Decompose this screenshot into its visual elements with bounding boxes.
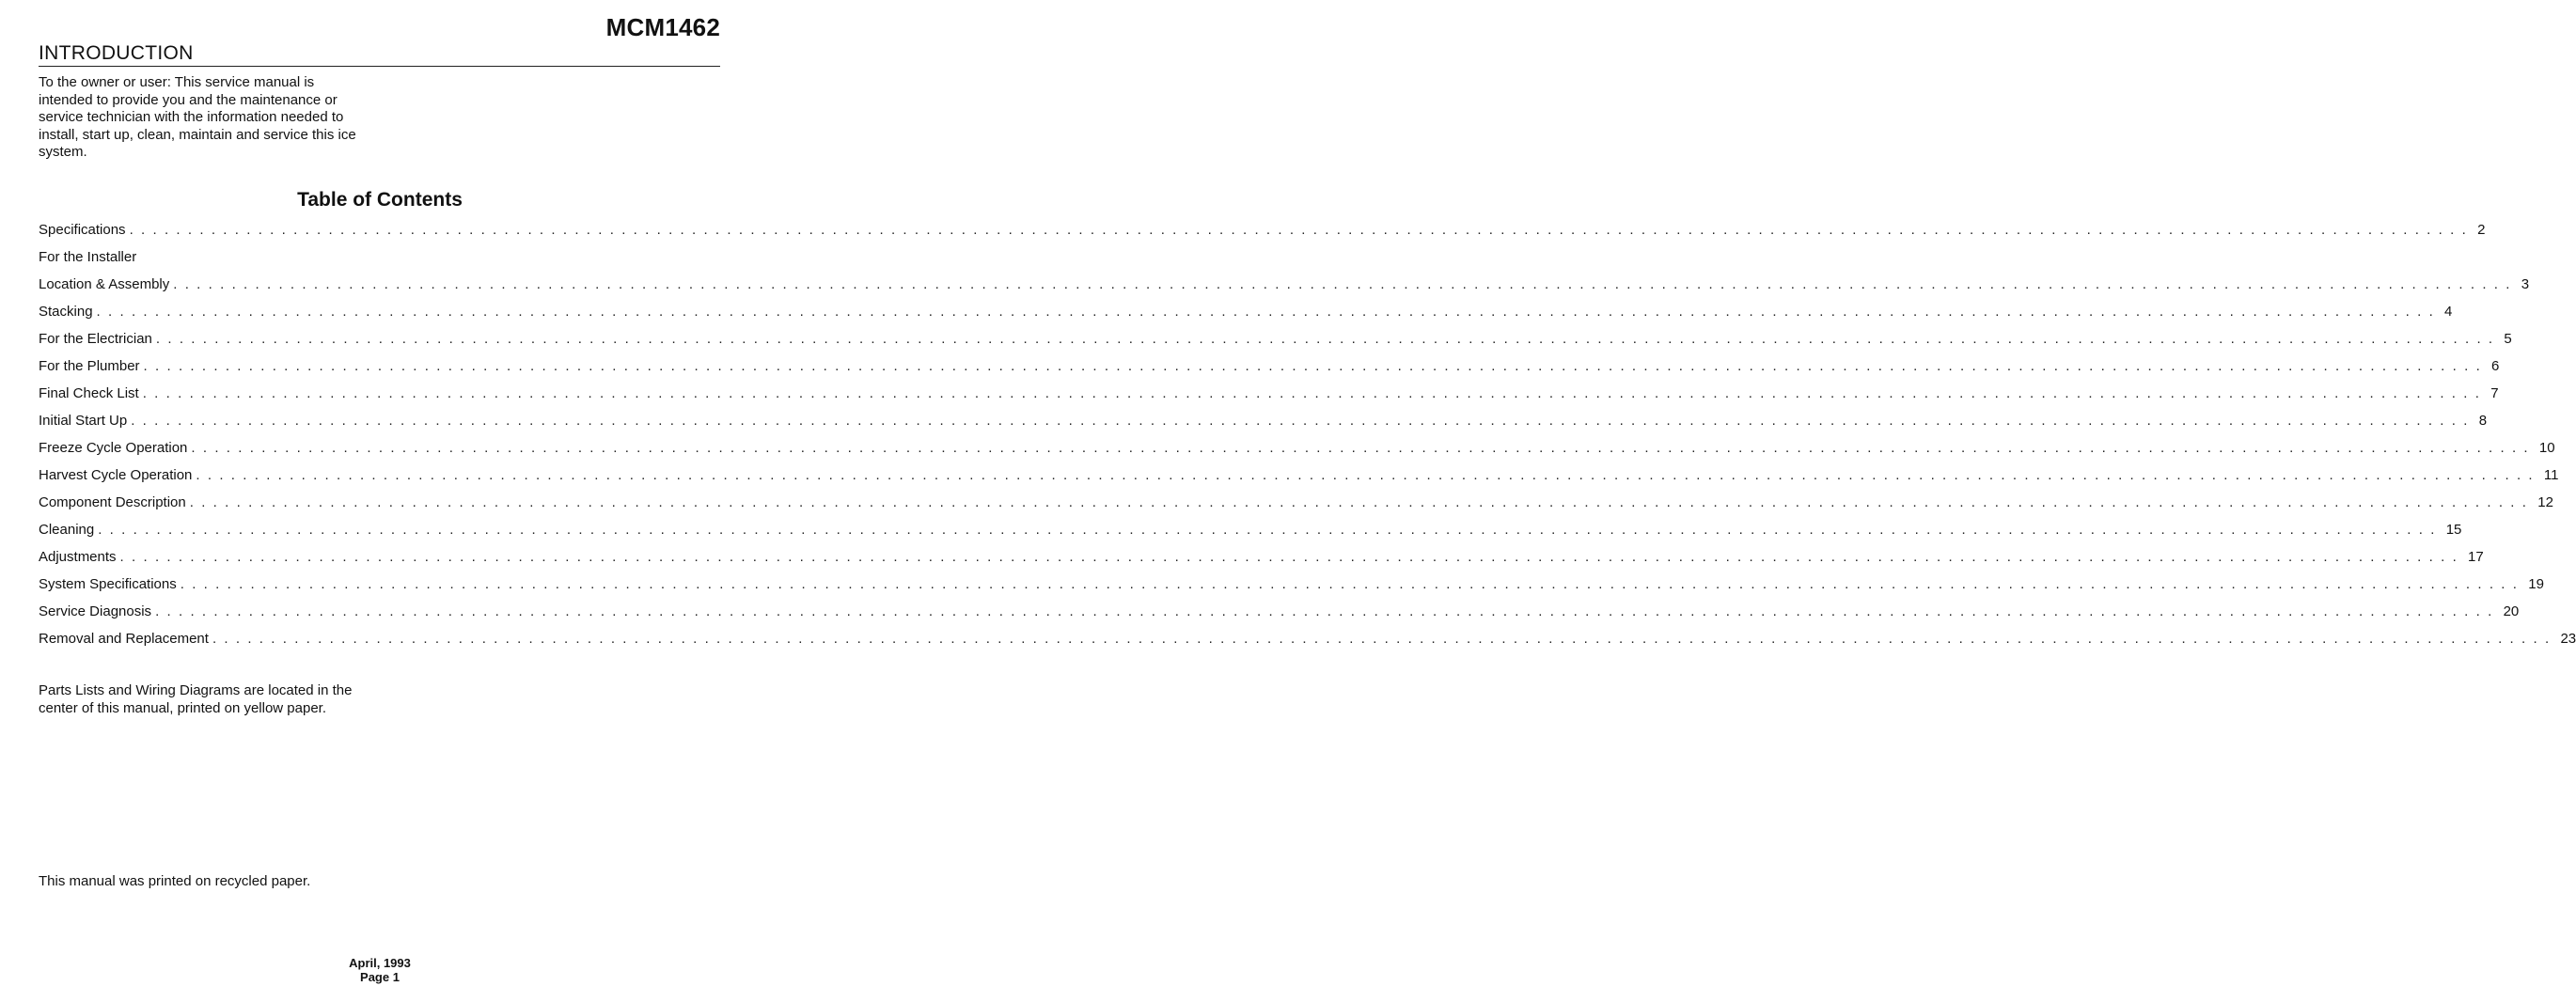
toc-entry[interactable]: [39, 271, 2530, 298]
toc-entry[interactable]: [39, 407, 2488, 434]
toc-entry-label: Removal and Replacement: [39, 631, 209, 647]
toc-entry-page: 7: [2490, 385, 2499, 401]
toc-entry-label: Cleaning: [39, 522, 95, 538]
toc-entry-page: 8: [2478, 413, 2488, 429]
toc-dot-leader: ........................................................................................................................................................................................................: [173, 276, 2518, 292]
toc-entry-page: 17: [2468, 549, 2484, 565]
toc-entry-page: 12: [2537, 494, 2553, 510]
toc-entry-page: 11: [2543, 467, 2559, 483]
toc-dot-leader: ........................................................................................................................................................................................................: [131, 413, 2475, 429]
table-of-contents: [39, 216, 2576, 652]
toc-dot-leader: ........................................................................................................................................................................................................: [142, 385, 2488, 401]
toc-dot-leader: ........................................................................................................................................................................................................: [180, 576, 2525, 592]
parts-note: Parts Lists and Wiring Diagrams are located in the center of this manual, printed on yellow paper.: [39, 682, 353, 716]
toc-entry-label: Service Diagnosis: [39, 603, 152, 619]
toc-entry-label: Location & Assembly: [39, 276, 170, 292]
toc-entry-page: 5: [2504, 331, 2512, 347]
toc-dot-leader: ........................................................................................................................................................................................................: [143, 358, 2489, 374]
model-number: MCM1462: [605, 13, 720, 41]
toc-entry-label: For the Electrician: [39, 331, 152, 347]
toc-dot-leader: ........................................................................................................................................................................................................: [119, 549, 2465, 565]
toc-dot-leader: ........................................................................................................................................................................................................: [129, 222, 2474, 238]
toc-dot-leader: ........................................................................................................................................................................................................: [212, 631, 2557, 647]
toc-entry-label: Component Description: [39, 494, 186, 510]
toc-entry-label: For the Installer: [39, 249, 137, 265]
toc-entry-page: 2: [2477, 222, 2486, 238]
toc-entry-page: 19: [2528, 576, 2544, 592]
toc-entry[interactable]: [39, 325, 2512, 352]
toc-entry[interactable]: [39, 489, 2553, 516]
toc-dot-leader: ........................................................................................................................................................................................................: [96, 304, 2442, 320]
recycled-note: This manual was printed on recycled paper.: [39, 873, 311, 889]
toc-entry-page: 20: [2503, 603, 2520, 619]
toc-entry[interactable]: [39, 625, 2576, 652]
toc-entry-label: For the Plumber: [39, 358, 140, 374]
toc-entry[interactable]: [39, 434, 2555, 462]
section-title: INTRODUCTION: [39, 42, 194, 64]
footer-date: April, 1993: [349, 956, 411, 970]
toc-entry[interactable]: [39, 216, 2486, 243]
toc-entry-page: 6: [2491, 358, 2500, 374]
toc-entry-page: 15: [2445, 522, 2462, 538]
toc-entry-page: 3: [2521, 276, 2530, 292]
toc-entry-label: Harvest Cycle Operation: [39, 467, 193, 483]
toc-entry[interactable]: [39, 243, 714, 271]
toc-entry-label: Freeze Cycle Operation: [39, 440, 188, 456]
toc-entry[interactable]: [39, 543, 2484, 571]
toc-entry-label: Final Check List: [39, 385, 139, 401]
toc-entry[interactable]: [39, 298, 2453, 325]
toc-entry[interactable]: [39, 598, 2520, 625]
footer-page-number: Page 1: [360, 970, 400, 984]
toc-title: Table of Contents: [297, 189, 463, 211]
toc-entry-page: 4: [2444, 304, 2453, 320]
intro-paragraph: To the owner or user: This service manual is intended to provide you and the maintenance or service technician with the information needed to install, start up, clean, maintain and service this ice system.: [39, 74, 356, 160]
toc-dot-leader: ........................................................................................................................................................................................................: [155, 331, 2501, 347]
toc-entry-page: 23: [2560, 631, 2576, 647]
toc-entry[interactable]: [39, 352, 2500, 380]
toc-entry[interactable]: [39, 571, 2544, 598]
header-divider: [39, 66, 720, 67]
toc-entry-label: Initial Start Up: [39, 413, 128, 429]
toc-entry-label: Specifications: [39, 222, 126, 238]
toc-dot-leader: ........................................................................................................................................................................................................: [196, 467, 2540, 483]
toc-entry[interactable]: [39, 516, 2462, 543]
page-footer: [0, 956, 760, 984]
toc-dot-leader: ........................................................................................................................................................................................................: [189, 494, 2535, 510]
toc-dot-leader: ........................................................................................................................................................................................................: [155, 603, 2500, 619]
toc-entry[interactable]: [39, 462, 2559, 489]
toc-dot-leader: ........................................................................................................................................................................................................: [98, 522, 2442, 538]
toc-entry[interactable]: [39, 380, 2499, 407]
toc-entry-label: System Specifications: [39, 576, 177, 592]
toc-dot-leader: ........................................................................................................................................................................................................: [191, 440, 2536, 456]
toc-entry-label: Stacking: [39, 304, 93, 320]
toc-entry-page: 10: [2538, 440, 2555, 456]
toc-entry-label: Adjustments: [39, 549, 117, 565]
